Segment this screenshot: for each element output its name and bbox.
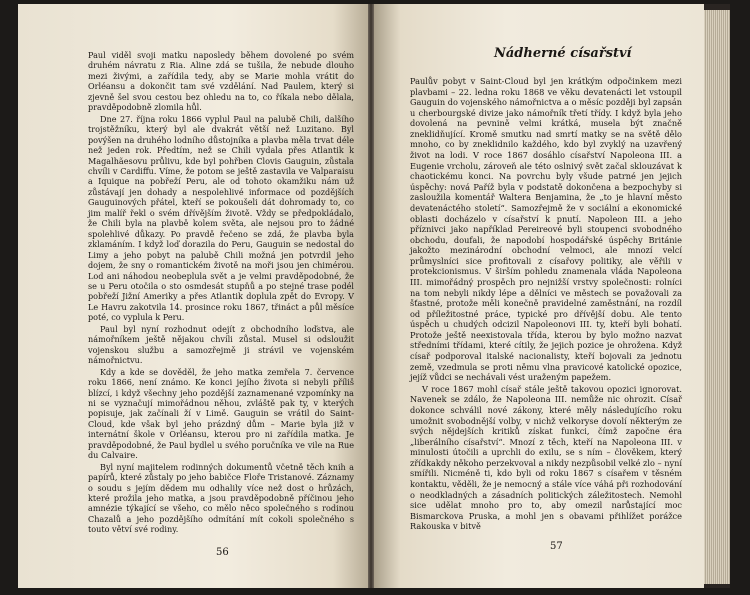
right-page — [374, 4, 704, 588]
paragraph: Paulův pobyt v Saint-Cloud byl jen krátkým odpočinkem mezi plavbami – 22. ledna roku 1868 ve věku devatenácti let vstoupil Gauguin do vojenského námořnictva a o měsíc později byl zapsán u cherbourgské divize jako námořník třetí třídy. I když byla jeho dovolená na pevnině velmi krátká, musela být značně zneklidňující. Kromě smutku nad smrtí matky se na světě dělo mnoho, co by zneklidnilo každého, kdo byl zvyklý na uzavřený život na lodi. V roce 1867 dosáhlo císařství Napoleona III. a Eugenie vrcholu, zároveň ale této oslnivý svět začal sklouzávat k chaotickému konci. Na povrchu byly všude patrné jen jejich úspěchy: nová Paříž byla v podstatě dokončena a bezpochyby si zasloužila komentář Waltera Benjamina, že „to je hlavní město devatenáctého století“. Samozřejmě že v sociální a ekonomické oblasti docházelo v císařství k pnutí. Napoleon III. a jeho příznivci jako například Pereireové byli stoupenci svobodného obchodu, doufali, že napodobí hospodářské úspěchy Británie jakožto mezinárodní obchodní velmoci, ale mnozí velcí průmyslníci sice profitovali z císařovy politiky, ale věřili v protekcionismus. V širším pohledu znamenala vláda Napoleona III. mimořádný prospěch pro nejnižší vrstvy společnosti: rolníci na tom nebyli nikdy lépe a dělníci ve městech se považovali za šťastné, protože měli konečně pravidelné zaměstnání, na rozdíl od příležitostné práce, typické pro dřívější dobu. Ale tento úspěch u chudých odcizil Napoleonovi III. ty, kteří byli bohatí. Protože ještě neexistovala třída, kterou by bylo možno nazvat středními třídami, které cítily, že jejich pozice je ohrožena. Když císař podporoval italské nacionalisty, kteří bojovali za jednotu země, vzedmula se proti němu vlna pravicové katolické opozice, jejíž vůdci se nechávali vést uraženým papežem. — [410, 76, 682, 383]
page-number: 57 — [550, 541, 563, 552]
paragraph: Paul byl nyní rozhodnut odejít z obchodního loďstva, ale námořníkem ještě nějakou chvíli zůstal. Musel si odsloužit vojenskou službu a samozřejmě ji strávil ve vojenském námořnictvu. — [88, 323, 354, 366]
page-edges — [704, 10, 730, 584]
chapter-heading: Nádherné císařství — [494, 46, 632, 61]
page-number: 56 — [216, 547, 229, 558]
paragraph: Paul viděl svoji matku naposledy během dovolené po svém druhém návratu z Ria. Aline zdá se tušila, že nebude dlouho mezi živými, a zařídila tedy, aby se Marie mohla vrátit do Orléansu a dokončit tam své vzdělání. Nad Paulem, který si zjevně šel svou cestou bez ohledu na to, co říkala nebo dělala, pravděpodobně zlomila hůl. — [88, 50, 354, 113]
paragraph: V roce 1867 mohl císař stále ještě takovou opozici ignorovat. Navenek se zdálo, že Napoleona III. nemůže nic ohrozit. Císař dokonce schválil nové zákony, které měly následujícího roku umožnit svobodnější volby, v nichž velkoryse dovolí některým ze svých nějdejších kritiků získat funkci, čímž započne éra „liberálního císařství“. Mnozí z těch, kteří na Napoleona III. v minulosti útočili a uprchli do exilu, se s ním – člověkem, který zřídkakdy někoho perzekvoval a nikdy nezpůsobil velké zlo – nyní smířili. Nicméně ti, kdo byli od roku 1867 s císařem v těsném kontaktu, věděli, že je nemocný a stále více váhá při rozhodování o neodkladných a zásadních politických záležitostech. Nemohl sice udělat mnoho pro to, aby omezil narůstající moc Bismarckova Pruska, a mohl jen s obavami přihlížet porážce Rakouska v bitvě — [410, 383, 682, 532]
left-page — [18, 4, 368, 588]
left-page-text — [88, 50, 354, 535]
paragraph: Kdy a kde se dověděl, že jeho matka zemřela 7. července roku 1866, není známo. Ke konci jejího života si nebyli příliš blízcí, i když všechny jeho pozdější zaznamenané vzpomínky na ni se vyznačují mimořádnou něhou, zvláště pak ty, v kterých popisuje, jak začínali ží v Limě. Gauguin se vrátil do Saint-Cloud, kde však byl jeho prázdný dům – Marie byla již v internátní škole v Orléansu, kterou pro ni zařídila matka. Je pravděpodobné, že Paul bydlel u svého poručníka ve vile na Rue du Calvaire. — [88, 366, 354, 461]
right-page-text — [410, 76, 682, 532]
open-book — [18, 4, 730, 588]
paragraph: Dne 27. října roku 1866 vyplul Paul na palubě Chili, dalšího trojstěžníku, který byl ale dvakrát větší než Luzitano. Byl povýšen na druhého lodního důstojníka a plavba měla trvat déle než jeden rok. Předtím, než se Chili vydala přes Atlantik k Magalhãesovu průlivu, kde byl pohřben Clovis Gauguin, zůstala chvíli v Cardiffu. Víme, že potom se ještě zastavila ve Valparaisu a Iquique na pobřeží Peru, ale od tohoto okamžiku nám už zůstávají jen dohady a nespolehlivé informace od pozdějších Gauguinových přátel, kteří se pokoušeli dát dohromady to, co jim malíř řekl o svém dřívějším životě. Vždy se předpokládalo, že Chili byla na plavbě kolem světa, ale nejsou pro to žádné spolehlivé důkazy. Po pravdě řečeno se zdá, že plavba byla zklamáním. I když loď dorazila do Peru, Gauguin se nedostal do Limy a jeho pobyt na palubě Chili možná jen potvrdil jeho dojem, že sny o romantickém životě na moři jsou jen chimérou. Lod ani náhodou neobeplula svět a je velmi pravděpodobné, že se u Peru otočila o sto osmdesát stupňů a po stejné trase podél pobřeží Jižní Ameriky a přes Atlantik doplula zpět do Evropy. V Le Havru zakotvila 14. prosince roku 1867, třináct a půl měsíce poté, co vyplula k Peru. — [88, 113, 354, 323]
paragraph: Byl nyní majitelem rodinných dokumentů včetně těch knih a papírů, které zůstaly po jeho babičce Floře Tristanové. Záznamy o soudu s jejím dědem mu odhalily více než dost o hrůzách, které prožila jeho matka, a jsou pravděpodobně příčinou jeho amnézie týkající se všeho, co mělo něco společného s rodinou Chazalů a jeho pozdějšího odmítání mít cokoli společného s touto větví své rodiny. — [88, 461, 354, 535]
